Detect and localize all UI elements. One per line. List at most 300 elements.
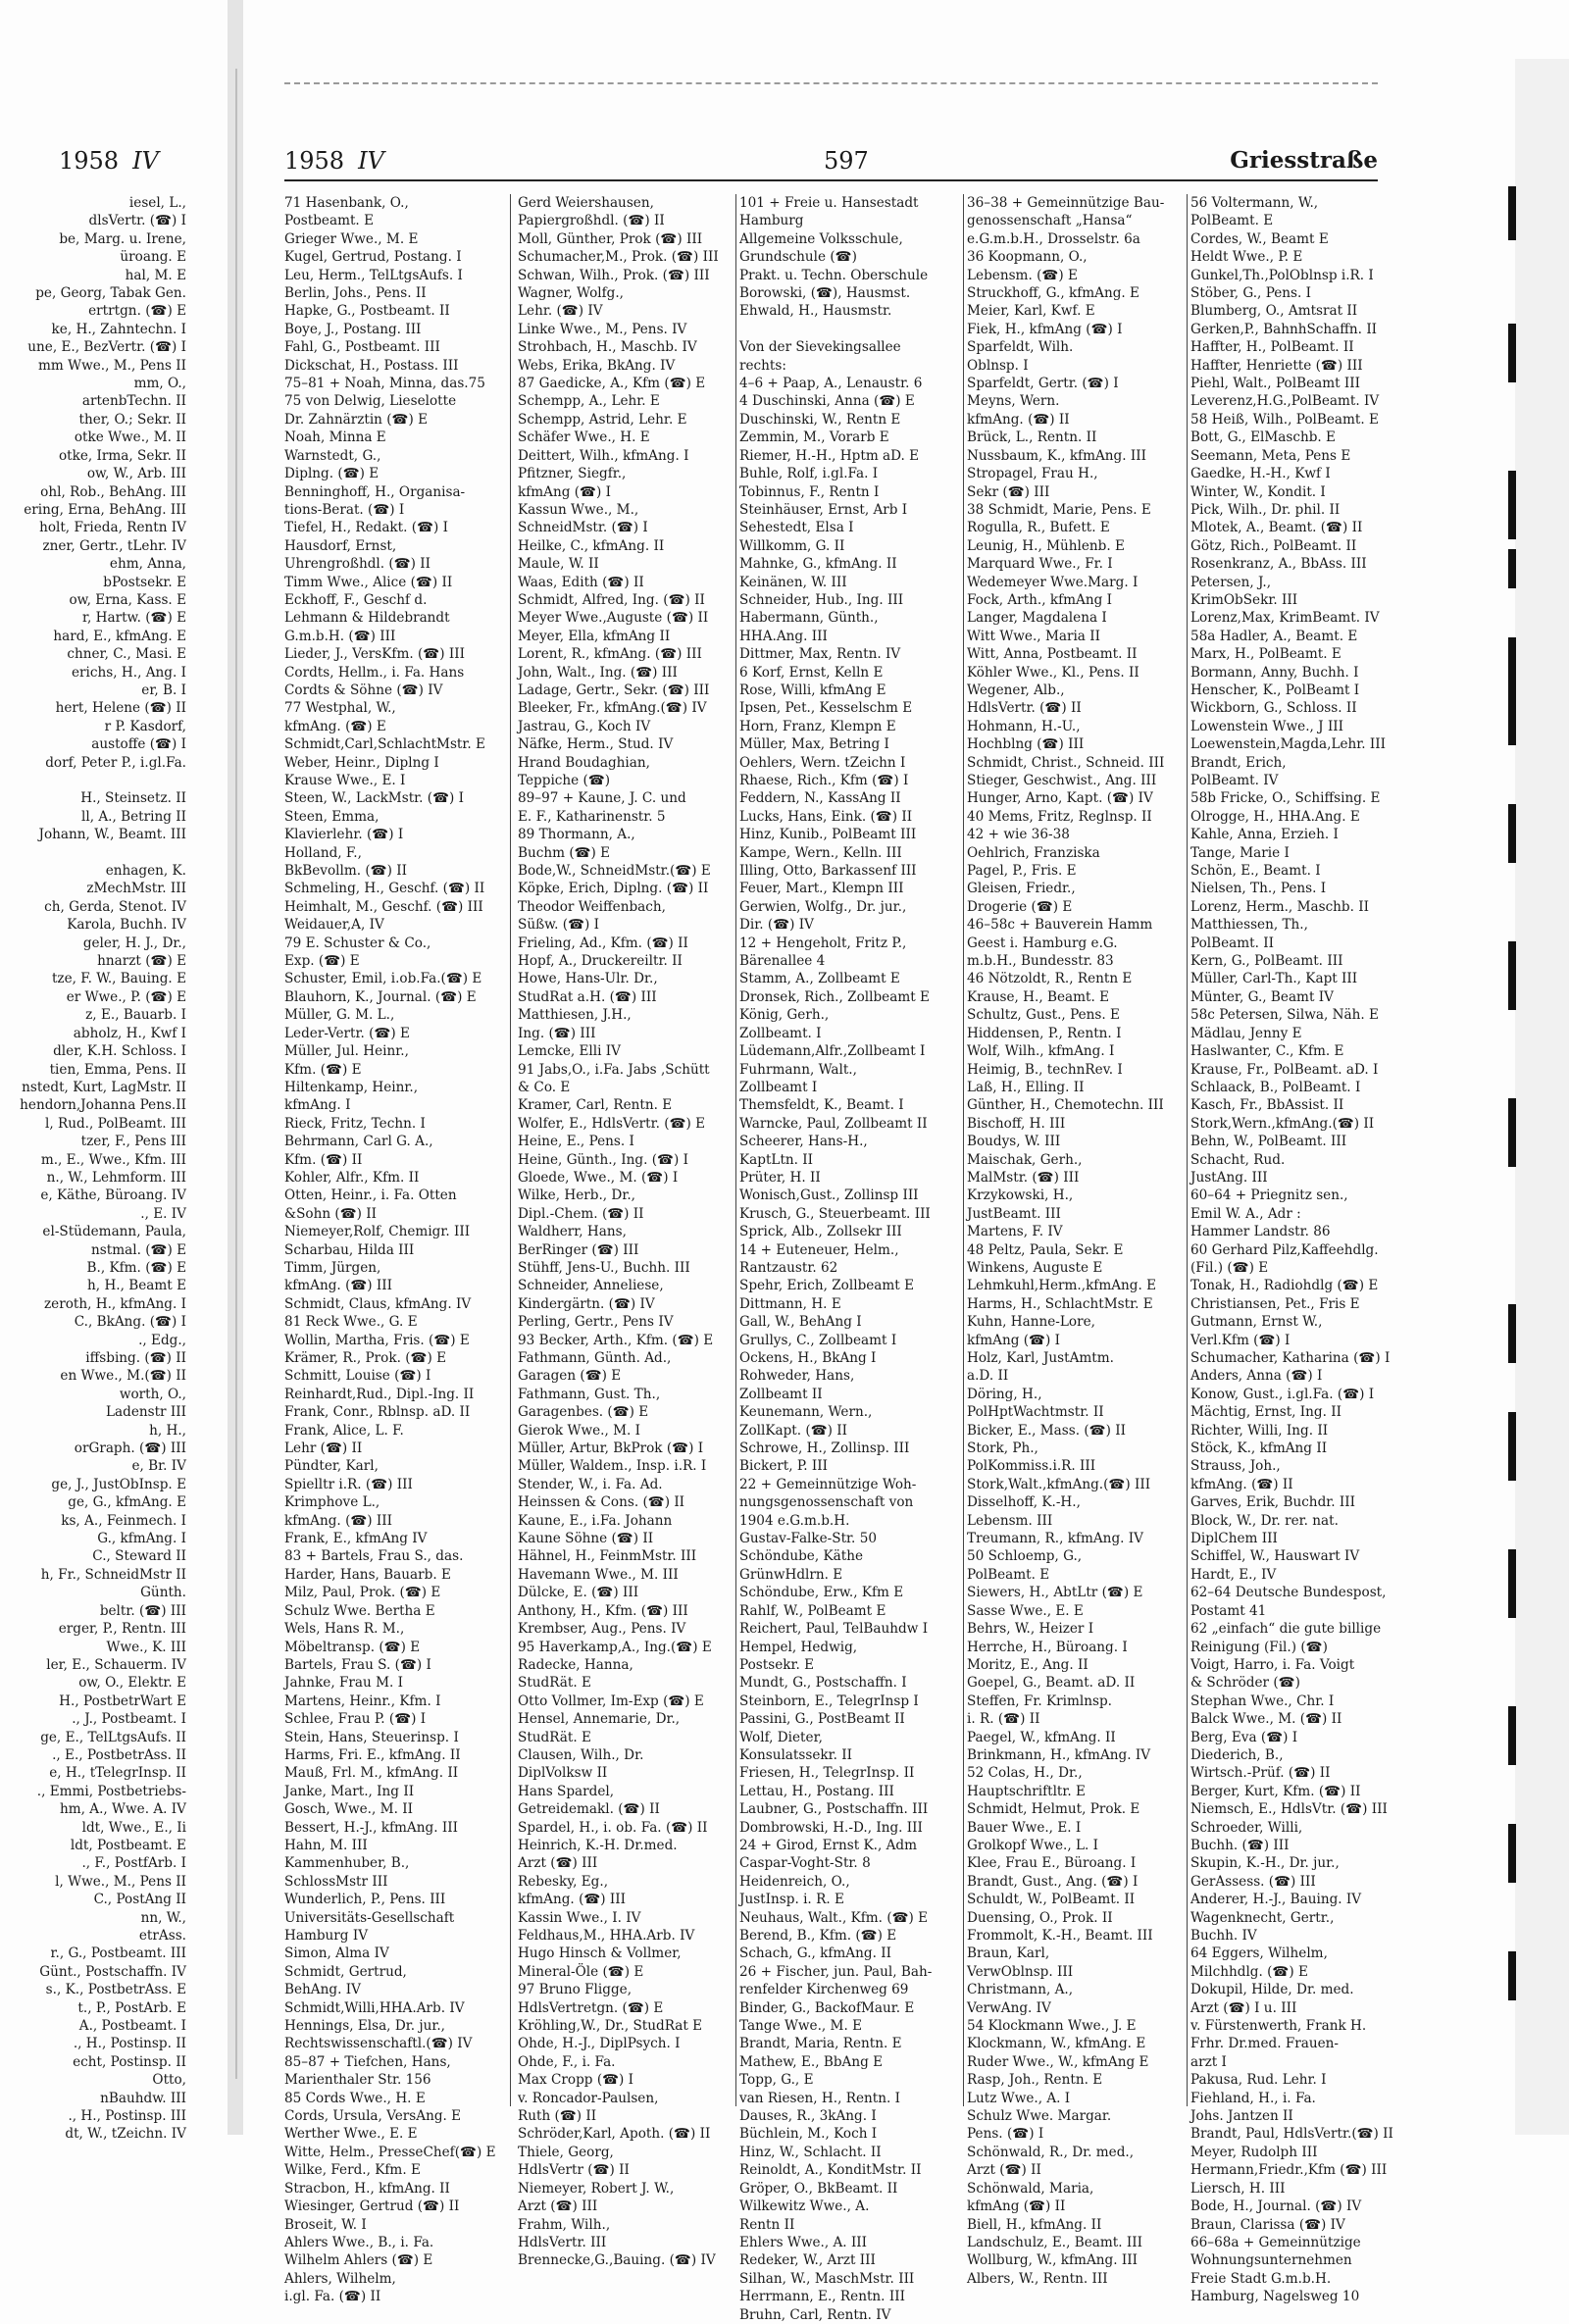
- directory-entry: Schneider, Hub., Ing. III: [739, 591, 904, 608]
- directory-entry: HdlsVertr. III: [518, 2234, 607, 2250]
- directory-entry: 95 Haverkamp,A., Ing.(☎) E: [518, 1639, 712, 1655]
- directory-entry: Cordts & Söhne (☎) IV: [284, 682, 443, 698]
- page-volume: IV: [358, 147, 384, 175]
- directory-entry: Schultz, Gust., Pens. E: [967, 1007, 1120, 1024]
- directory-entry: Brandt, Maria, Rentn. E: [739, 2036, 902, 2052]
- directory-entry: Heimig, B., technRev. I: [967, 1061, 1123, 1078]
- directory-entry: 77 Westphal, W.,: [284, 700, 396, 717]
- directory-entry: Rebesky, Eg.,: [518, 1873, 609, 1890]
- directory-entry: Dronsek, Rich., Zollbeamt E: [739, 988, 930, 1005]
- directory-entry: Lorenz,Max, KrimBeamt. IV: [1190, 610, 1380, 627]
- directory-entry: Müller, Waldem., Insp. i.R. I: [518, 1458, 707, 1475]
- page-header: [284, 147, 1378, 177]
- directory-entry: s., K., PostbetrAss. E: [45, 1982, 186, 1998]
- directory-entry: Sprick, Alb., Zollsekr III: [739, 1224, 902, 1240]
- directory-entry: Schöndube, Käthe: [739, 1548, 863, 1565]
- directory-entry: ge, J., JustObInsp. E: [51, 1476, 186, 1492]
- thumb-index-tab: [1508, 324, 1516, 382]
- directory-entry: 24 + Girod, Ernst K., Adm: [739, 1837, 918, 1853]
- directory-entry: HHA.Ang. III: [739, 628, 828, 644]
- directory-entry: Stork, Ph.,: [967, 1440, 1038, 1457]
- directory-entry: ldt, Postbeamt. E: [70, 1837, 186, 1853]
- directory-entry: Silhan, W., MaschMstr. III: [739, 2270, 915, 2287]
- directory-entry: 64 Eggers, Wilhelm,: [1190, 1945, 1328, 1962]
- directory-entry: Frahm, Wilh.,: [518, 2216, 611, 2233]
- directory-entry: Schmidt,Willi,HHA.Arb. IV: [284, 1999, 465, 2016]
- directory-entry: Gutmann, Ernst W.,: [1190, 1314, 1323, 1331]
- directory-entry: Block, W., Dr. rer. nat.: [1190, 1512, 1339, 1529]
- directory-entry: Rahlf, W., PolBeamt E: [739, 1602, 886, 1619]
- directory-entry: Hahn, M. III: [284, 1837, 368, 1853]
- directory-entry: Gerd Weiershausen,: [518, 195, 654, 211]
- directory-entry: Drogerie (☎) E: [967, 898, 1073, 915]
- directory-entry: Johann, W., Beamt. III: [38, 827, 186, 843]
- directory-entry: Papiergroßhdl. (☎) II: [518, 213, 665, 229]
- left-page-year: 1958: [59, 147, 120, 175]
- directory-entry: Lebensm. III: [967, 1512, 1053, 1529]
- directory-entry: Clausen, Wilh., Dr.: [518, 1746, 644, 1763]
- directory-entry: Redeker, W., Arzt III: [739, 2252, 876, 2269]
- directory-entry: Kaune Söhne (☎) II: [518, 1531, 654, 1547]
- directory-entry: Fathmann, Gust. Th.,: [518, 1386, 661, 1402]
- directory-entry: Ladenstr III: [105, 1404, 186, 1421]
- directory-entry: Karola, Buchh. IV: [67, 917, 186, 934]
- directory-entry: Steffen, Fr. Krimlnsp.: [967, 1692, 1112, 1709]
- directory-entry: Schön, E., Beamt. I: [1190, 863, 1321, 880]
- directory-entry: Pfitzner, Siegfr.,: [518, 466, 627, 482]
- directory-entry: Steinhäuser, Ernst, Arb I: [739, 501, 908, 518]
- directory-entry: Marx, H., PolBeamt. E: [1190, 646, 1341, 663]
- directory-entry: Dombrowski, H.-D., Ing. III: [739, 1819, 923, 1836]
- directory-entry: Haffter, H., PolBeamt. II: [1190, 339, 1354, 356]
- directory-entry: Lutz Wwe., A. I: [967, 2090, 1071, 2106]
- directory-entry: Nielsen, Th., Pens. I: [1190, 881, 1327, 897]
- directory-entry: E. F., Katharinenstr. 5: [518, 808, 666, 825]
- directory-entry: Hiddensen, P., Rentn. I: [967, 1025, 1122, 1041]
- directory-entry: Stamm, A., Zollbeamt E: [739, 971, 900, 987]
- thumb-index-tab: [1508, 1706, 1516, 1765]
- directory-entry: 79 E. Schuster & Co.,: [284, 935, 431, 951]
- directory-entry: StudRat a.H. (☎) III: [518, 988, 657, 1005]
- directory-entry: Noah, Minna E: [284, 429, 386, 446]
- directory-entry: Harms, H., SchlachtMstr. E: [967, 1295, 1153, 1312]
- directory-entry: Gerken,P., BahnhSchaffn. II: [1190, 321, 1378, 337]
- directory-entry: 62–64 Deutsche Bundespost,: [1190, 1585, 1387, 1601]
- directory-entry: Heilke, C., kfmAng. II: [518, 537, 665, 554]
- directory-entry: Caspar-Voght-Str. 8: [739, 1855, 871, 1872]
- directory-entry: Klockmann, W., kfmAng. E: [967, 2036, 1146, 2052]
- directory-entry: Richter, Willi, Ing. II: [1190, 1422, 1329, 1439]
- directory-entry: Laubner, G., Postschaffn. III: [739, 1801, 929, 1818]
- directory-entry: Schwan, Wilh., Prok. (☎) III: [518, 267, 710, 283]
- directory-entry: ehm, Anna,: [109, 556, 186, 573]
- directory-entry: van Riesen, H., Rentn. I: [739, 2090, 900, 2106]
- directory-entry: Anderer, H.-J., Bauing. IV: [1190, 1892, 1362, 1908]
- thumb-index-tab: [1508, 1304, 1516, 1363]
- directory-entry: [0, 772, 186, 789]
- directory-entry: ., Edg.,: [138, 1332, 186, 1348]
- directory-entry: ZollKapt. (☎) II: [739, 1422, 847, 1439]
- top-dash-rule: [284, 82, 1378, 84]
- directory-entry: Götz, Rich., PolBeamt. II: [1190, 537, 1357, 554]
- directory-entry: Ockens, H., BkAng I: [739, 1350, 877, 1366]
- directory-entry: Spehr, Erich, Zollbeamt E: [739, 1278, 915, 1294]
- directory-entry: Lorenz, Herm., Maschb. II: [1190, 898, 1370, 915]
- directory-entry: hm, A., Wwe. A. IV: [59, 1801, 186, 1818]
- directory-entry: VerwOblnsp. III: [967, 1963, 1074, 1980]
- directory-entry: Perling, Gertr., Pens IV: [518, 1314, 674, 1331]
- gutter-fold-line: [235, 69, 237, 2079]
- directory-entry: Geest i. Hamburg e.G.: [967, 935, 1118, 951]
- directory-entry: Kfm. (☎) II: [284, 1151, 363, 1168]
- directory-entry: Tiefel, H., Redakt. (☎) I: [284, 520, 449, 536]
- thumb-index-tab: [1508, 1951, 1516, 2000]
- directory-entry: Schroeder, Willi,: [1190, 1819, 1303, 1836]
- directory-entry: KaptLtn. II: [739, 1151, 814, 1168]
- street-name: Griesstraße: [1230, 147, 1378, 174]
- directory-entry: dler, K.H. Schloss. I: [53, 1043, 186, 1060]
- directory-entry: Petersen, J.,: [1190, 574, 1272, 590]
- directory-entry: Sparfeldt, Gertr. (☎) I: [967, 376, 1119, 392]
- directory-entry: 6 Korf, Ernst, Kelln E: [739, 664, 884, 681]
- directory-entry: Ipsen, Pet., Kesselschm E: [739, 700, 913, 717]
- directory-entry: Harder, Hans, Bauarb. E: [284, 1566, 451, 1583]
- directory-entry: ering, Erna, BehAng. III: [24, 501, 186, 518]
- directory-entry: Lowenstein Wwe., J III: [1190, 718, 1344, 734]
- directory-entry: kfmAng (☎) I: [518, 483, 611, 500]
- directory-entry: tze, F. W., Bauing. E: [51, 971, 186, 987]
- directory-entry: Niemeyer, Robert J. W.,: [518, 2180, 675, 2197]
- directory-entry: Hähnel, H., FeinmMstr. III: [518, 1548, 697, 1565]
- directory-entry: ., H., Postinsp. III: [68, 2108, 186, 2125]
- directory-entry: Spielltr i.R. (☎) III: [284, 1476, 413, 1492]
- directory-entry: Schrowe, H., Zollinsp. III: [739, 1440, 910, 1457]
- directory-entry: Heine, Günth., Ing. (☎) I: [518, 1151, 688, 1168]
- column-separator: [963, 194, 964, 2106]
- directory-entry: ther, O.; Sekr. II: [78, 411, 186, 428]
- directory-entry: Fuhrmann, Walt.,: [739, 1061, 857, 1078]
- directory-entry: Berend, B., Kfm. (☎) E: [739, 1928, 897, 1944]
- directory-entry: h, Fr., SchneidMstr II: [40, 1566, 186, 1583]
- directory-entry: en Wwe., M.(☎) II: [60, 1368, 186, 1385]
- directory-entry: Zollbeamt I: [739, 1079, 818, 1095]
- directory-entry: abholz, H., Kwf I: [73, 1025, 186, 1041]
- directory-entry: Münter, G., Beamt IV: [1190, 988, 1334, 1005]
- directory-entry: 1904 e.G.m.b.H.: [739, 1512, 850, 1529]
- thumb-index-tab: [1508, 471, 1516, 539]
- directory-entry: Christmann, A.,: [967, 1982, 1074, 1998]
- directory-entry: kfmAng (☎) II: [967, 2198, 1066, 2215]
- directory-entry: 38 Schmidt, Marie, Pens. E: [967, 501, 1151, 518]
- directory-entry: Mädlau, Jenny E: [1190, 1025, 1302, 1041]
- directory-entry: Bartels, Frau S. (☎) I: [284, 1656, 431, 1673]
- thumb-index-tab: [1508, 941, 1516, 1010]
- directory-entry: Scharbau, Hilda III: [284, 1241, 415, 1258]
- directory-entry: Klee, Frau E., Büroang. I: [967, 1855, 1137, 1872]
- directory-entry: Braun, Clarissa (☎) IV: [1190, 2216, 1345, 2233]
- directory-entry: Gerwien, Wolfg., Dr. jur.,: [739, 898, 907, 915]
- directory-entry: kfmAng. (☎) E: [284, 718, 386, 734]
- directory-entry: nstmal. (☎) E: [91, 1241, 186, 1258]
- page-year: 1958: [284, 147, 345, 175]
- directory-entry: 71 Hasenbank, O.,: [284, 195, 409, 211]
- directory-entry: Heinssen & Cons. (☎) II: [518, 1494, 685, 1511]
- directory-entry: Keunemann, Wern.,: [739, 1404, 873, 1421]
- directory-entry: ., H., Postinsp. II: [73, 2036, 186, 2052]
- directory-entry: ow, Erna, Kass. E: [69, 591, 186, 608]
- directory-entry: Frieling, Ad., Kfm. (☎) II: [518, 935, 688, 951]
- directory-entry: r, Hartw. (☎) E: [81, 610, 186, 627]
- directory-entry: kfmAng. (☎) II: [1190, 1476, 1293, 1492]
- directory-entry: Allgemeine Volksschule,: [739, 230, 903, 247]
- directory-entry: Kern, G., PolBeamt. III: [1190, 953, 1343, 970]
- directory-entry: Tange, Marie I: [1190, 844, 1290, 861]
- directory-entry: Verl.Kfm (☎) I: [1190, 1332, 1291, 1348]
- directory-entry: PolHptWachtmstr. II: [967, 1404, 1104, 1421]
- directory-entry: Wollburg, W., kfmAng. III: [967, 2252, 1138, 2269]
- directory-entry: Zemmin, M., Vorarb E: [739, 429, 889, 446]
- directory-entry: Grolkopf Wwe., L. I: [967, 1837, 1099, 1853]
- directory-entry: Themsfeldt, K., Beamt. I: [739, 1097, 904, 1114]
- directory-entry: arzt I: [1190, 2053, 1227, 2070]
- directory-entry: Getreidemakl. (☎) II: [518, 1801, 660, 1818]
- directory-entry: Illing, Otto, Barkassenf III: [739, 863, 917, 880]
- directory-entry: Kfm. (☎) E: [284, 1061, 362, 1078]
- directory-entry: Postamt 41: [1190, 1602, 1267, 1619]
- directory-entry: 101 + Freie u. Hansestadt: [739, 195, 919, 211]
- directory-entry: ., F., PostfArb. I: [81, 1855, 186, 1872]
- directory-entry: Witt, Anna, Postbeamt. II: [967, 646, 1138, 663]
- directory-entry: l, Wwe., M., Pens II: [55, 1873, 186, 1890]
- directory-entry: C., BkAng. (☎) I: [74, 1314, 186, 1331]
- directory-entry: Jastrau, G., Koch IV: [518, 718, 651, 734]
- directory-entry: Schlee, Frau P. (☎) I: [284, 1711, 427, 1728]
- directory-entry: tions-Berat. (☎) I: [284, 501, 405, 518]
- directory-entry: GerAssess. (☎) III: [1190, 1873, 1316, 1890]
- directory-entry: Brennecke,G.,Bauing. (☎) IV: [518, 2252, 716, 2269]
- directory-entry: Niemsch, E., HdlsVtr. (☎) III: [1190, 1801, 1388, 1818]
- directory-entry: zMechMstr. III: [86, 881, 186, 897]
- directory-entry: kfmAng. (☎) II: [967, 411, 1070, 428]
- directory-entry: Stork,Wern.,kfmAng.(☎) II: [1190, 1115, 1375, 1132]
- directory-entry: i.gl. Fa. (☎) II: [284, 2289, 381, 2305]
- directory-entry: Diplng. (☎) E: [284, 466, 380, 482]
- directory-entry: ke, H., Zahntechn. I: [51, 321, 186, 337]
- directory-entry: 46–58c + Bauverein Hamm: [967, 917, 1153, 934]
- directory-entry: dlsVertr. (☎) I: [88, 213, 186, 229]
- directory-entry: Boudys, W. III: [967, 1134, 1061, 1150]
- thumb-index-tab: [1508, 1549, 1516, 1618]
- directory-entry: Winter, W., Kondit. I: [1190, 483, 1326, 500]
- directory-entry: Schneider, Anneliese,: [518, 1278, 664, 1294]
- directory-entry: Anthony, H., Kfm. (☎) III: [518, 1602, 688, 1619]
- directory-entry: Gosch, Wwe., M. II: [284, 1801, 413, 1818]
- directory-entry: Reinigung (Fil.) (☎): [1190, 1639, 1328, 1655]
- directory-entry: Hausdorf, Ernst,: [284, 537, 397, 554]
- directory-entry: Bauer Wwe., E. I: [967, 1819, 1082, 1836]
- directory-entry: erichs, H., Ang. I: [72, 664, 186, 681]
- directory-entry: Gustav-Falke-Str. 50: [739, 1531, 877, 1547]
- directory-entry: 14 + Euteneuer, Helm.,: [739, 1241, 899, 1258]
- directory-entry: Ehlers Wwe., A. III: [739, 2234, 868, 2250]
- directory-entry: ge, G., kfmAng. E: [68, 1494, 186, 1511]
- directory-entry: Berlin, Johs., Pens. II: [284, 285, 427, 302]
- directory-entry: Hamburg, Nagelsweg 10: [1190, 2289, 1360, 2305]
- directory-entry: Stender, W., i. Fa. Ad.: [518, 1476, 663, 1492]
- directory-entry: 36 Koopmann, O.,: [967, 249, 1088, 266]
- directory-entry: Schempp, Astrid, Lehr. E: [518, 411, 687, 428]
- directory-entry: Wilkewitz Wwe., A.: [739, 2198, 870, 2215]
- page-year-volume: [284, 147, 384, 175]
- directory-entry: BerRinger (☎) III: [518, 1241, 639, 1258]
- directory-entry: Martens, Heinr., Kfm. I: [284, 1692, 441, 1709]
- directory-entry: Keinänen, W. III: [739, 574, 847, 590]
- directory-entry: Steen, Emma,: [284, 808, 380, 825]
- directory-entry: HdlsVertr (☎) II: [518, 2162, 630, 2179]
- directory-entry: mm Wwe., M., Pens II: [38, 357, 186, 374]
- directory-entry: Anders, Anna (☎) I: [1190, 1368, 1323, 1385]
- directory-entry: ., Emmi, Postbetriebs-: [36, 1783, 186, 1799]
- directory-entry: Bode, H., Journal. (☎) IV: [1190, 2198, 1362, 2215]
- directory-entry: Konow, Gust., i.gl.Fa. (☎) I: [1190, 1386, 1375, 1402]
- directory-entry: mm, O.,: [133, 376, 186, 392]
- directory-entry: Henscher, K., PolBeamt I: [1190, 682, 1360, 698]
- directory-entry: Exp. (☎) E: [284, 953, 360, 970]
- directory-entry: Janke, Mart., Ing II: [284, 1783, 415, 1799]
- directory-entry: Döring, H.,: [967, 1386, 1042, 1402]
- directory-entry: Harms, Fri. E., kfmAng. II: [284, 1746, 461, 1763]
- thumb-index-tab: [1508, 1098, 1516, 1167]
- directory-entry: Stropagel, Frau H.,: [967, 466, 1098, 482]
- directory-entry: Behrs, W., Heizer I: [967, 1621, 1094, 1638]
- directory-entry: Timm, Jürgen,: [284, 1259, 381, 1276]
- directory-entry: Topp, G., E: [739, 2072, 814, 2089]
- directory-entry: Sasse Wwe., E. E: [967, 1602, 1084, 1619]
- directory-entry: SchneidMstr. (☎) I: [518, 520, 648, 536]
- directory-entry: Broseit, W. I: [284, 2216, 367, 2233]
- directory-entry: Nussbaum, K., kfmAng. III: [967, 447, 1146, 464]
- directory-entry: JustInsp. i. R. E: [739, 1892, 844, 1908]
- directory-entry: Friesen, H., TelegrInsp. II: [739, 1765, 915, 1782]
- directory-entry: Hamburg IV: [284, 1928, 369, 1944]
- directory-entry: Kassun Wwe., M.,: [518, 501, 639, 518]
- directory-entry: KrimObSekr. III: [1190, 591, 1298, 608]
- directory-entry: C., Steward II: [92, 1548, 186, 1565]
- directory-entry: Mlotek, A., Beamt. (☎) II: [1190, 520, 1363, 536]
- directory-entry: Schöndube, Erw., Kfm E: [739, 1585, 904, 1601]
- directory-entry: Hardt, E., IV: [1190, 1566, 1277, 1583]
- directory-entry: Seemann, Meta, Pens E: [1190, 447, 1351, 464]
- directory-entry: Stieger, Geschwist., Ang. III: [967, 773, 1157, 788]
- directory-entry: Diederich, B.,: [1190, 1746, 1284, 1763]
- directory-entry: Ahlers Wwe., B., i. Fa.: [284, 2234, 434, 2250]
- directory-entry: Radecke, Hanna,: [518, 1656, 633, 1673]
- directory-entry: Dir. (☎) IV: [739, 917, 814, 934]
- directory-entry: 58b Fricke, O., Schiffsing. E: [1190, 790, 1381, 807]
- directory-entry: Lehmann & Hildebrandt: [284, 610, 450, 627]
- directory-entry: h, H., Beamt E: [87, 1278, 186, 1294]
- directory-entry: 87 Gaedicke, A., Kfm (☎) E: [518, 376, 706, 392]
- directory-entry: Zollbeamt II: [739, 1386, 823, 1402]
- directory-entry: 93 Becker, Arth., Kfm. (☎) E: [518, 1332, 714, 1348]
- directory-entry: chner, C., Masi. E: [67, 646, 186, 663]
- directory-entry: Moritz, E., Ang. II: [967, 1656, 1088, 1673]
- directory-entry: Hochblng (☎) III: [967, 736, 1085, 753]
- directory-entry: Wolf, Wilh., kfmAng. I: [967, 1043, 1115, 1060]
- directory-entry: PolKommiss.i.R. III: [967, 1458, 1096, 1475]
- directory-entry: Kohler, Alfr., Kfm. II: [284, 1169, 420, 1186]
- directory-entry: Bärenallee 4: [739, 953, 826, 970]
- directory-entry: Gall, W., BehAng I: [739, 1314, 862, 1331]
- directory-entry: une, E., BezVertr. (☎) I: [27, 339, 186, 356]
- directory-entry: üroang. E: [120, 249, 186, 266]
- directory-entry: Stöck, K., kfmAng II: [1190, 1440, 1328, 1457]
- directory-entry: Mathew, E., BbAng E: [739, 2053, 884, 2070]
- directory-entry: Grundschule (☎): [739, 249, 857, 266]
- directory-entry: Fock, Arth., kfmAng I: [967, 591, 1112, 608]
- directory-entry: Garagenbes. (☎) E: [518, 1404, 649, 1421]
- directory-entry: otke Wwe., M. II: [74, 429, 186, 446]
- directory-entry: & Schröder (☎): [1190, 1675, 1300, 1692]
- directory-entry: Wagenknecht, Gertr.,: [1190, 1909, 1335, 1926]
- directory-entry: Buchm (☎) E: [518, 844, 611, 861]
- directory-entry: rechts:: [739, 357, 786, 374]
- directory-entry: Kuhn, Hanne-Lore,: [967, 1314, 1095, 1331]
- directory-entry: nstedt, Kurt, LagMstr. II: [22, 1079, 186, 1095]
- directory-entry: Fiehland, H., i. Fa.: [1190, 2090, 1316, 2106]
- directory-entry: Steen, W., LackMstr. (☎) I: [284, 790, 465, 807]
- directory-entry: Lebensm. (☎) E: [967, 267, 1078, 283]
- directory-entry: Blauhorn, K., Journal. (☎) E: [284, 988, 477, 1005]
- directory-entry: Frhr. Dr.med. Frauen-: [1190, 2036, 1340, 2052]
- directory-entry: ertrtgn. (☎) E: [88, 303, 186, 320]
- directory-entry: Schmitt, Louise (☎) I: [284, 1368, 431, 1385]
- directory-entry: Stephan Wwe., Chr. I: [1190, 1692, 1335, 1709]
- directory-entry: [0, 844, 186, 862]
- directory-entry: Kahle, Anna, Erzieh. I: [1190, 827, 1339, 843]
- directory-entry: holt, Frieda, Rentn IV: [39, 520, 186, 536]
- directory-entry: Leverenz,H.G.,PolBeamt. IV: [1190, 393, 1380, 410]
- directory-entry: Olrogge, H., HHA.Ang. E: [1190, 808, 1360, 825]
- directory-entry: Balck Wwe., M. (☎) II: [1190, 1711, 1342, 1728]
- directory-entry: Schmeling, H., Geschf. (☎) II: [284, 881, 485, 897]
- directory-entry: Marquard Wwe., Fr. I: [967, 556, 1113, 573]
- directory-entry: iffsbing. (☎) II: [85, 1350, 186, 1366]
- directory-entry: Süßw. (☎) I: [518, 917, 600, 934]
- directory-entry: Winkens, Auguste E: [967, 1259, 1103, 1276]
- directory-entry: e, H., tTelegrInsp. II: [49, 1765, 186, 1782]
- directory-entry: Leder-Vertr. (☎) E: [284, 1025, 410, 1041]
- directory-entry: G.m.b.H. (☎) III: [284, 628, 396, 644]
- directory-entry: dorf, Peter P., i.gl.Fa.: [45, 754, 186, 771]
- directory-entry: a.D. II: [967, 1368, 1009, 1385]
- directory-entry: Ladage, Gertr., Sekr. (☎) III: [518, 682, 710, 698]
- directory-entry: Hamburg: [739, 213, 804, 229]
- directory-entry: Oehlers, Wern. tZeichn I: [739, 754, 906, 771]
- directory-entry: Biell, H., kfmAng. II: [967, 2216, 1102, 2233]
- directory-entry: 52 Colas, H., Dr.,: [967, 1765, 1083, 1782]
- directory-entry: Kugel, Gertrud, Postang. I: [284, 249, 462, 266]
- directory-entry: Albers, W., Rentn. III: [967, 2270, 1108, 2287]
- directory-entry: Postsekr. E: [739, 1656, 815, 1673]
- directory-entry: Pakusa, Rud. Lehr. I: [1190, 2072, 1327, 2089]
- directory-entry: Feddern, N., KassAng II: [739, 790, 901, 807]
- directory-entry: Hohmann, H.-U.,: [967, 718, 1081, 734]
- directory-entry: Treumann, R., kfmAng. IV: [967, 1531, 1143, 1547]
- directory-entry: Otten, Heinr., i. Fa. Otten: [284, 1187, 457, 1204]
- directory-entry: Jahnke, Frau M. I: [284, 1675, 404, 1692]
- directory-entry: Hauptschriftltr. E: [967, 1783, 1086, 1799]
